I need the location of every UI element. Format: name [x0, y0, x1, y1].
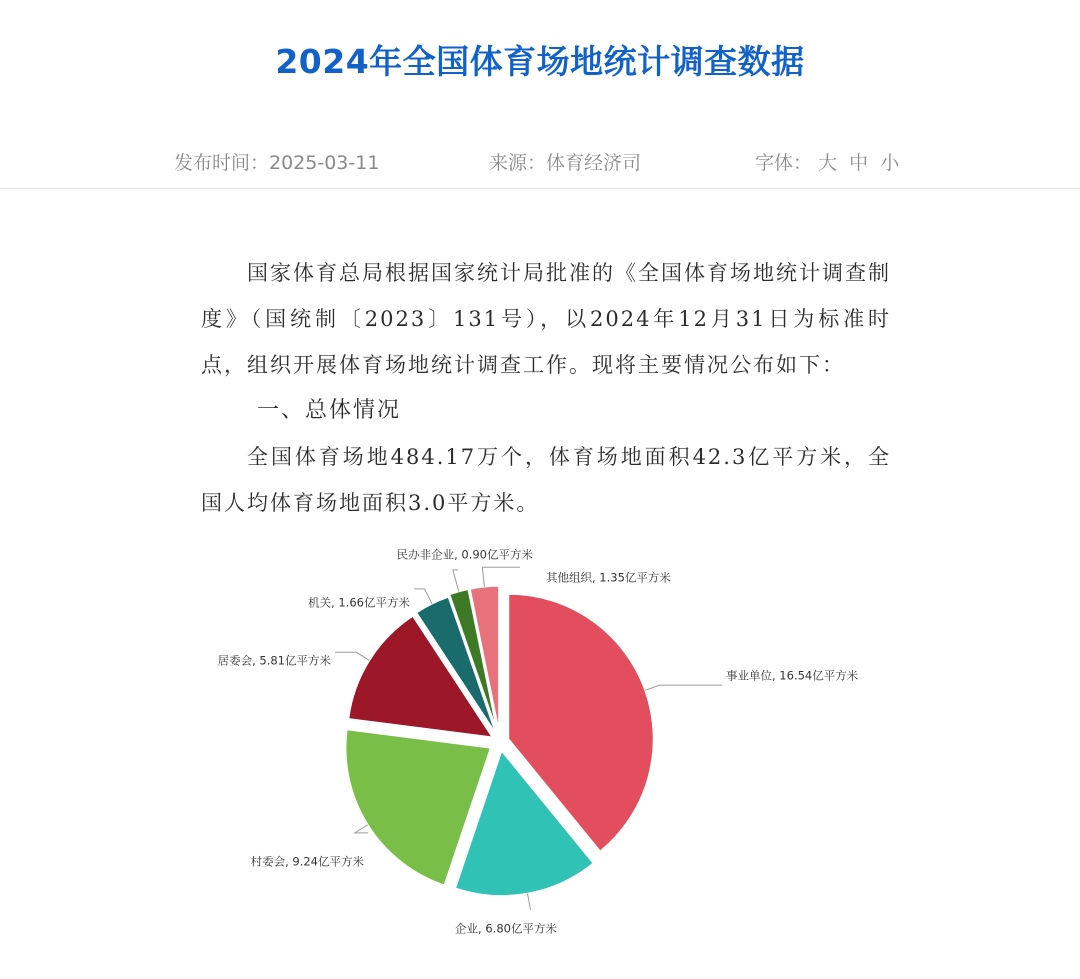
pie-chart	[190, 530, 890, 970]
pie-leader-line-5	[414, 589, 432, 604]
pie-chart-svg	[190, 530, 890, 970]
pie-label-2: 企业, 6.80亿平方米	[455, 921, 557, 936]
font-size-label: 字体：	[755, 152, 813, 174]
section-heading: 一、总体情况	[257, 398, 402, 423]
page-title: 2024年全国体育场地统计调查数据	[275, 42, 805, 81]
font-size-selector	[755, 148, 905, 175]
font-size-medium-link[interactable]: 中	[849, 152, 869, 174]
article-body	[201, 250, 891, 526]
pie-label-6: 民办非企业, 0.90亿平方米	[396, 547, 533, 562]
pie-label-4: 居委会, 5.81亿平方米	[217, 653, 331, 668]
pie-leader-line-7	[482, 567, 520, 587]
source: 来源：体育经济司	[489, 152, 642, 174]
pie-leader-line-2	[528, 894, 531, 910]
pie-label-5: 机关, 1.66亿平方米	[308, 595, 410, 610]
font-size-small-link[interactable]: 小	[880, 152, 900, 174]
font-size-large-link[interactable]: 大	[818, 152, 838, 174]
publish-date: 发布时间：2025-03-11	[174, 152, 380, 174]
pie-leader-line-4	[335, 652, 369, 660]
pie-label-7: 其他组织, 1.35亿平方米	[546, 570, 671, 585]
pie-label-1: 事业单位, 16.54亿平方米	[726, 668, 859, 683]
pie-leader-line-3	[355, 825, 368, 833]
pie-leader-line-1	[645, 685, 722, 690]
intro-paragraph: 国家体育总局根据国家统计局批准的《全国体育场地统计调查制度》（国统制〔2023〕131号），以2024年12月31日为标准时点，组织开展体育场地统计调查工作。现将主要情况公布如下：	[201, 261, 891, 377]
summary-paragraph: 全国体育场地484.17万个，体育场地面积42.3亿平方米，全国人均体育场地面积3.0平方米。	[201, 445, 891, 515]
pie-leader-line-6	[453, 570, 459, 592]
pie-label-3: 村委会, 9.24亿平方米	[250, 854, 364, 869]
meta-bar	[0, 140, 1080, 189]
